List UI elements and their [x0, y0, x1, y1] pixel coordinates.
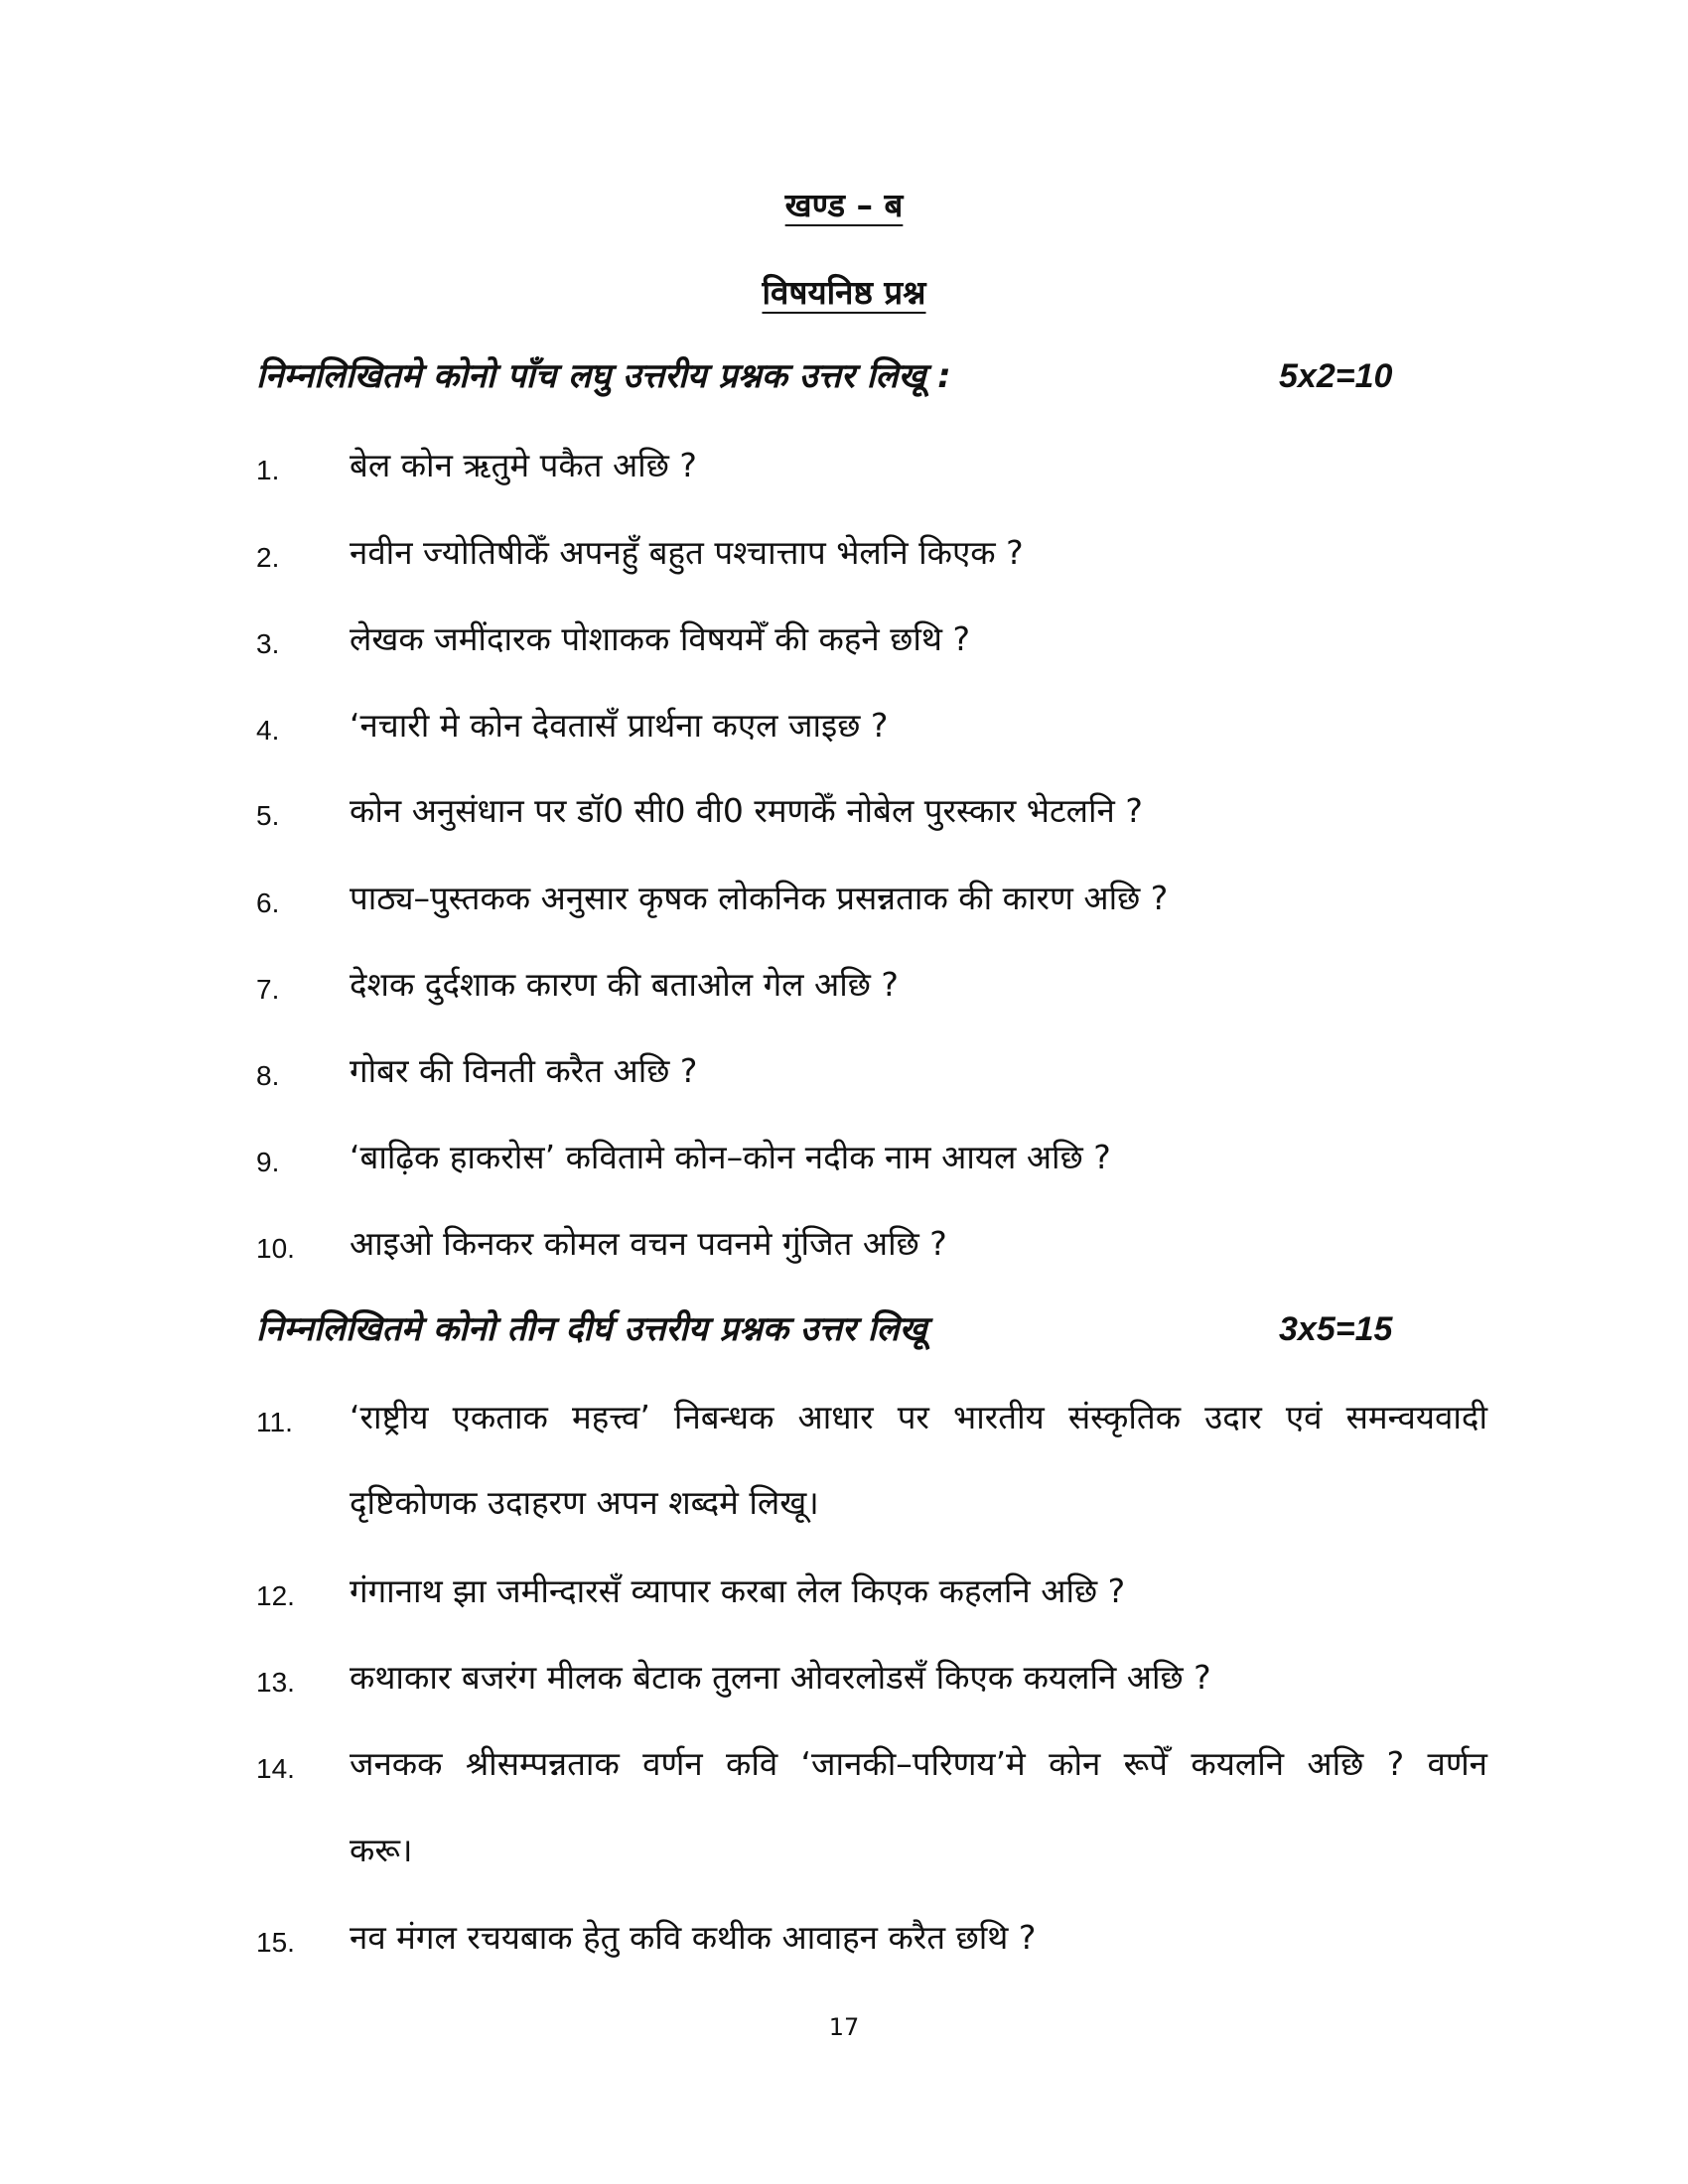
part1-marks: 5x2=10	[1279, 357, 1393, 395]
question-text: आइओ किनकर कोमल वचन पवनमे गुंजित अछि ?	[350, 1224, 947, 1263]
section-heading	[0, 186, 1688, 224]
question-text: कथाकार बजरंग मीलक बेटाक तुलना ओवरलोडसँ किएक कयलनि अछि ?	[350, 1658, 1211, 1697]
part2-instruction: निम्नलिखितमे कोनो तीन दीर्घ उत्तरीय प्रश्नक उत्तर लिखू	[256, 1309, 927, 1349]
question-number: 14.	[256, 1753, 295, 1784]
question-text: पाठ्य–पुस्तकक अनुसार कृषक लोकनिक प्रसन्नताक की कारण अछि ?	[350, 879, 1169, 917]
question-text: जनकक श्रीसम्पन्नताक वर्णन कवि ‘जानकी–परिणय’मे कोन रूपेँ कयलनि अछि ? वर्णन	[350, 1744, 1487, 1783]
question-number: 12.	[256, 1580, 295, 1611]
question-number: 4.	[256, 715, 280, 746]
question-text: देशक दुर्दशाक कारण की बताओल गेल अछि ?	[350, 965, 899, 1004]
question-text: ‘बाढ़िक हाकरोस’ कवितामे कोन–कोन नदीक नाम आयल अछि ?	[350, 1138, 1111, 1176]
subheading-text: विषयनिष्ठ प्रश्न	[762, 273, 926, 312]
question-number: 6.	[256, 887, 280, 918]
section-heading-text: खण्ड – ब	[784, 186, 904, 224]
question-text: नव मंगल रचयबाक हेतु कवि कथीक आवाहन करैत छथि ?	[350, 1918, 1037, 1957]
question-number: 11.	[256, 1407, 293, 1437]
question-number: 7.	[256, 974, 280, 1005]
question-text: कोन अनुसंधान पर डॉ0 सी0 वी0 रमणकेँ नोबेल पुरस्कार भेटलनि ?	[350, 791, 1143, 830]
question-number: 15.	[256, 1927, 295, 1958]
question-text-continuation: करू।	[350, 1831, 413, 1869]
question-text: ‘नचारी मे कोन देवतासँ प्रार्थना कएल जाइछ ?	[350, 706, 889, 745]
part1-instruction: निम्नलिखितमे कोनो पाँच लघु उत्तरीय प्रश्नक उत्तर लिखू :	[256, 356, 951, 396]
question-number: 9.	[256, 1147, 280, 1177]
question-text: ‘राष्ट्रीय एकताक महत्त्व’ निबन्धक आधार पर भारतीय संस्कृतिक उदार एवं समन्वयवादी	[350, 1398, 1487, 1436]
page-number: 17	[828, 2013, 860, 2041]
question-text: बेल कोन ऋतुमे पकैत अछि ?	[350, 446, 697, 484]
question-text-continuation: दृष्टिकोणक उदाहरण अपन शब्दमे लिखू।	[350, 1483, 819, 1522]
question-number: 1.	[256, 455, 280, 485]
subheading	[0, 273, 1688, 312]
question-text: गोबर की विनती करैत अछि ?	[350, 1051, 698, 1090]
question-number: 3.	[256, 628, 280, 659]
question-number: 13.	[256, 1667, 295, 1698]
question-number: 10.	[256, 1233, 295, 1264]
question-number: 2.	[256, 542, 280, 573]
question-text: लेखक जमींदारक पोशाकक विषयमेँ की कहने छथि ?	[350, 619, 970, 658]
question-number: 8.	[256, 1060, 280, 1091]
question-text: गंगानाथ झा जमीन्दारसँ व्यापार करबा लेल किएक कहलनि अछि ?	[350, 1571, 1126, 1610]
part2-marks: 3x5=15	[1279, 1310, 1393, 1348]
question-text: नवीन ज्योतिषीकेँ अपनहुँ बहुत पश्चात्ताप भेलनि किएक ?	[350, 533, 1024, 572]
question-number: 5.	[256, 800, 280, 831]
